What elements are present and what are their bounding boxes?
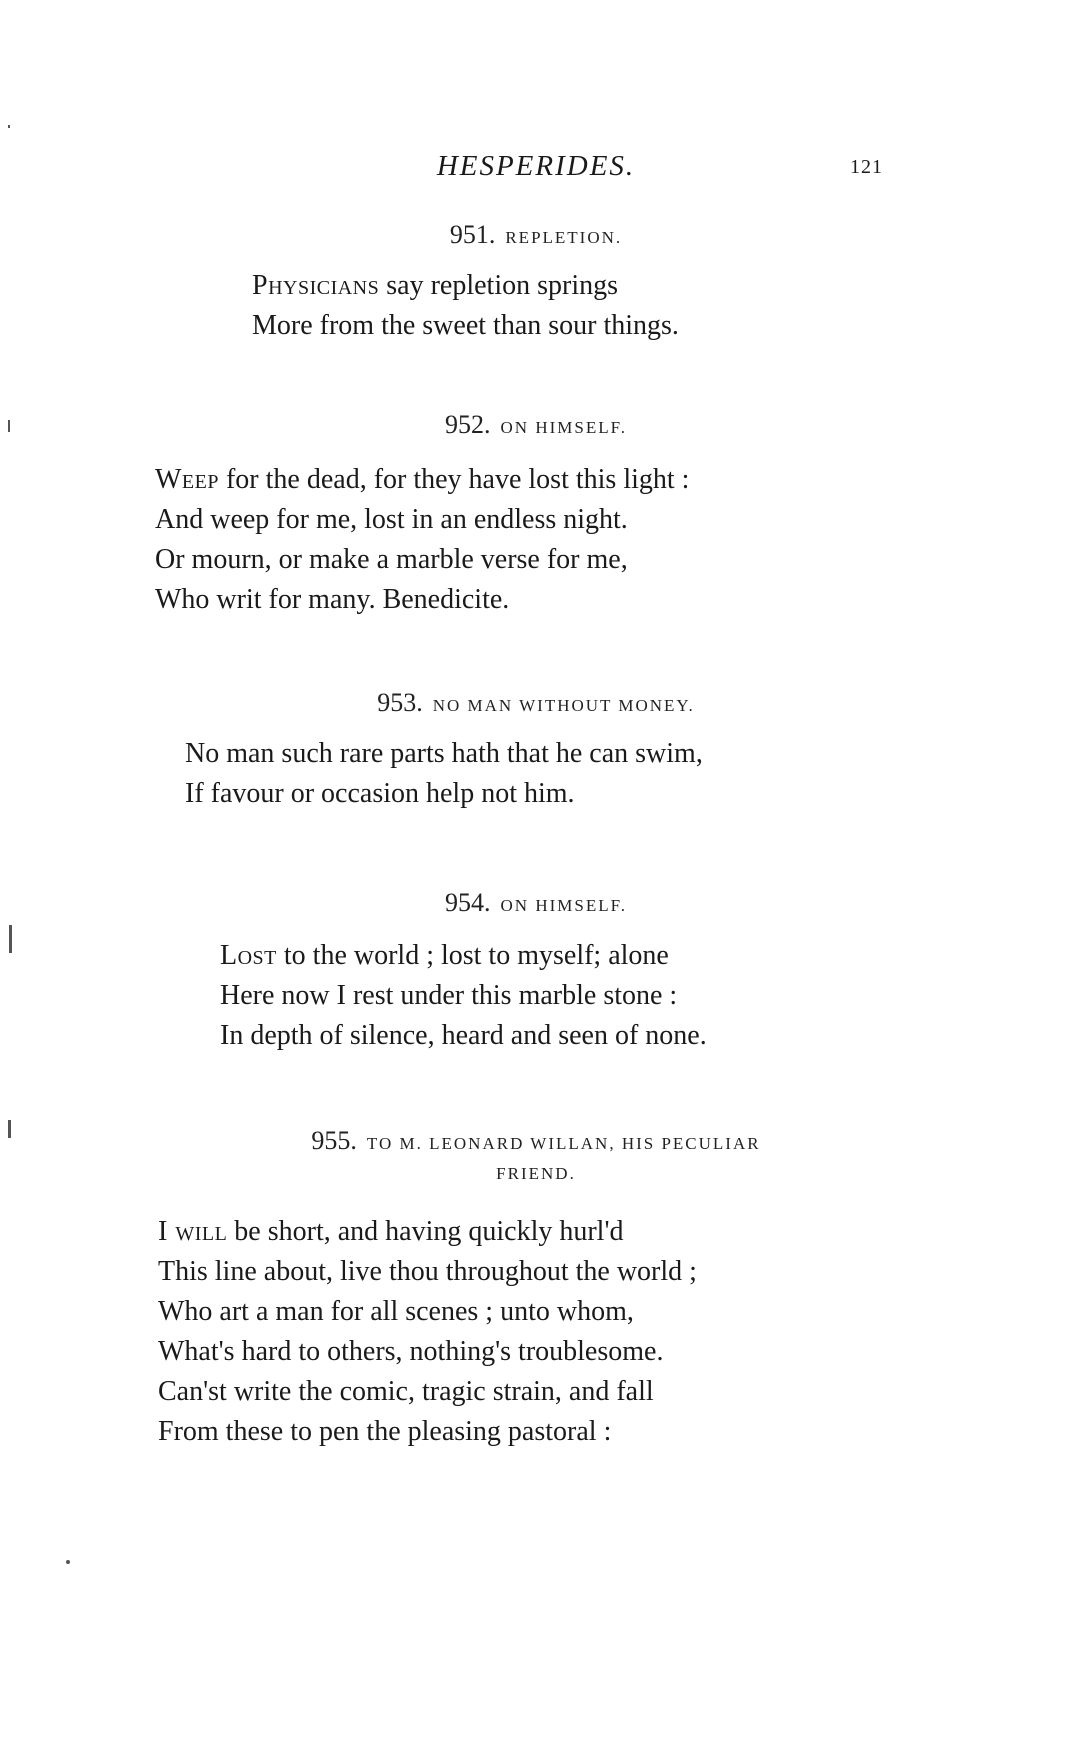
poem-line	[158, 1212, 697, 1252]
poem-heading	[0, 888, 1072, 918]
poem-title: TO M. LEONARD WILLAN, HIS PECULIAR	[366, 1134, 761, 1153]
poem-body	[155, 460, 689, 620]
poem-first-word: Weep	[155, 464, 219, 495]
poem-number: 952.	[445, 410, 491, 439]
poem-body	[220, 936, 707, 1056]
poem-line	[185, 734, 703, 774]
poem-line: Can'st write the comic, tragic strain, and fall	[158, 1376, 654, 1407]
poem-first-line-rest: No man such rare parts hath that he can swim,	[185, 738, 703, 769]
poem-line: And weep for me, lost in an endless night.	[155, 504, 628, 535]
poem-line: More from the sweet than sour things.	[252, 310, 679, 341]
scan-mark	[9, 925, 12, 953]
poem-title: ON HIMSELF.	[500, 418, 627, 437]
poem-first-line-rest: be short, and having quickly hurl'd	[227, 1216, 624, 1247]
poem-title-cont: FRIEND.	[496, 1164, 576, 1183]
poem-body	[158, 1212, 697, 1452]
running-title: HESPERIDES.	[436, 150, 636, 182]
poem-line: Who art a man for all scenes ; unto whom,	[158, 1296, 634, 1327]
poem-line: Here now I rest under this marble stone :	[220, 980, 678, 1011]
poem-body	[185, 734, 703, 814]
poem-heading	[0, 410, 1072, 440]
poem-line	[252, 266, 679, 306]
poem-title: REPLETION.	[505, 228, 623, 247]
poem-first-line-rest: for the dead, for they have lost this light :	[218, 464, 690, 495]
poem-line: What's hard to others, nothing's troublesome.	[158, 1336, 664, 1367]
poem-first-line-rest: say repletion springs	[379, 270, 619, 301]
poem-line: Who writ for many. Benedicite.	[155, 584, 510, 615]
poem-line	[220, 936, 707, 976]
poem-heading	[0, 220, 1072, 250]
poem-number: 955.	[311, 1126, 357, 1155]
poem-title: ON HIMSELF.	[500, 896, 627, 915]
poem-line	[155, 460, 689, 500]
poem-first-word: Physicians	[252, 270, 380, 301]
poem-body	[252, 266, 679, 346]
poem-heading	[0, 688, 1072, 718]
poem-line: From these to pen the pleasing pastoral :	[158, 1416, 612, 1447]
poem-first-word: Lost	[220, 940, 277, 971]
poem-line: This line about, live thou throughout the world ;	[158, 1256, 697, 1287]
running-head	[0, 150, 1072, 190]
poem-heading-continuation	[0, 1164, 1072, 1184]
poem-heading	[0, 1126, 1072, 1156]
poem-first-line-rest: to the world ; lost to myself; alone	[276, 940, 669, 971]
page-number: 121	[850, 156, 883, 178]
poem-number: 954.	[445, 888, 491, 917]
poem-line: If favour or occasion help not him.	[185, 778, 575, 809]
scan-mark	[66, 1560, 70, 1564]
poem-number: 951.	[449, 220, 496, 249]
poem-line: In depth of silence, heard and seen of none.	[220, 1020, 707, 1051]
poem-number: 953.	[377, 688, 423, 717]
scan-mark	[8, 125, 10, 128]
poem-line: Or mourn, or make a marble verse for me,	[155, 544, 628, 575]
poem-title: NO MAN WITHOUT MONEY.	[432, 696, 695, 715]
poem-first-word: I will	[158, 1216, 228, 1247]
